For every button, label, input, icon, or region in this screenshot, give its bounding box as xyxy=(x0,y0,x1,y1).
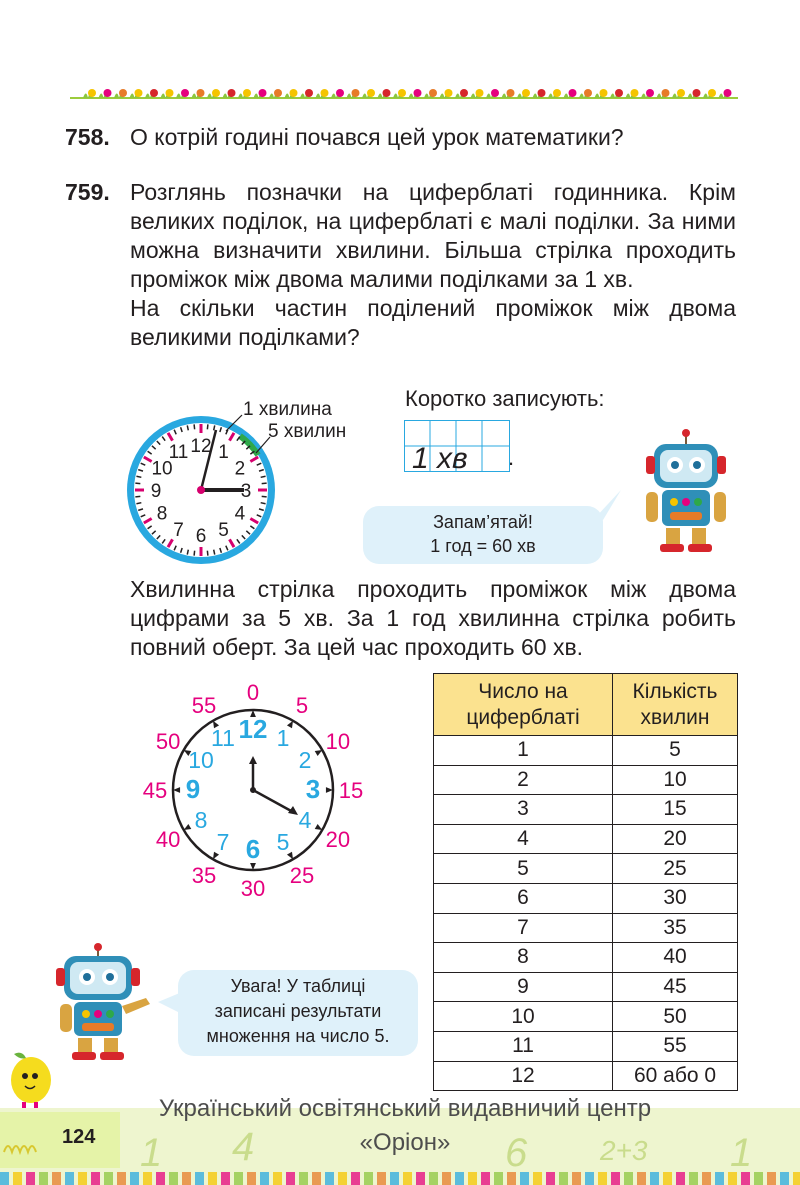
table-row xyxy=(434,943,738,973)
minute-tick xyxy=(214,425,215,430)
dial-number: 12 xyxy=(190,436,212,457)
publisher-name: Український освітянський видавничий центр xyxy=(158,1095,652,1122)
paragraph-2: На скільки частин поділений проміжок між двома великими поділками? xyxy=(130,295,736,350)
task-number: 758. xyxy=(65,124,110,150)
dial-number: 3 xyxy=(240,481,252,502)
task-text: О котрій годині почався цей урок математики? xyxy=(130,124,624,150)
minute-tick xyxy=(261,476,266,477)
minutes-paragraph: Хвилинна стрілка проходить проміжок між двома цифрами за 5 хв. За 1 год хвилинна стрілка робить повний оберт. За цей час проходить 60 хв. xyxy=(130,576,736,660)
clock-minutes xyxy=(135,678,375,900)
cell-dial-number: 10 xyxy=(434,1002,613,1032)
paragraph-1: Розглянь позначки на циферблаті годинника. Крім великих поділок, на циферблаті є малі поділки. За ними можна визначити хвилини. Більша стрілка проходить проміжок між двома малими поділками за 1 хв. xyxy=(130,179,736,292)
clock-small-divisions xyxy=(122,395,372,565)
minute-tick xyxy=(262,483,267,484)
minute-number: 35 xyxy=(191,862,217,888)
table-row xyxy=(434,972,738,1002)
minute-tick xyxy=(194,424,195,429)
cell-minutes: 35 xyxy=(613,913,738,943)
minute-number: 10 xyxy=(325,729,351,754)
minute-tick xyxy=(187,550,188,555)
cell-dial-number: 7 xyxy=(434,913,613,943)
table-row xyxy=(434,736,738,766)
label-1-minute: 1 хвилина xyxy=(243,399,332,420)
minute-number: 50 xyxy=(155,729,181,754)
cell-dial-number: 1 xyxy=(434,736,613,766)
minute-number: 15 xyxy=(338,778,364,803)
cell-minutes: 50 xyxy=(613,1002,738,1032)
attention-line-2: записані результати xyxy=(214,1001,382,1021)
minute-tick xyxy=(207,551,208,556)
minute-number: 20 xyxy=(325,827,351,852)
task-paragraph xyxy=(130,178,736,352)
table-row xyxy=(434,854,738,884)
cell-dial-number: 5 xyxy=(434,854,613,884)
hour-number: 3 xyxy=(305,774,321,804)
hour-number: 11 xyxy=(211,725,235,752)
bubble-tail xyxy=(158,992,182,1016)
minute-tick xyxy=(136,503,141,504)
attention-line-1: Увага! У таблиці xyxy=(230,976,366,996)
minute-tick xyxy=(135,496,140,497)
dial-number: 5 xyxy=(218,519,229,541)
cell-minutes: 20 xyxy=(613,824,738,854)
svg-text:1: 1 xyxy=(140,1131,163,1175)
cell-minutes: 60 або 0 xyxy=(613,1061,738,1091)
minute-tick xyxy=(194,551,195,556)
cell-dial-number: 12 xyxy=(434,1061,613,1091)
cell-minutes: 55 xyxy=(613,1031,738,1061)
table-row xyxy=(434,1031,738,1061)
header-number: Число на циферблаті xyxy=(434,674,613,736)
hour-number: 12 xyxy=(238,714,268,744)
hour-number: 1 xyxy=(276,725,290,752)
short-notation-label: Коротко записують: xyxy=(405,386,605,411)
cell-dial-number: 6 xyxy=(434,883,613,913)
cell-minutes: 30 xyxy=(613,883,738,913)
minute-number: 0 xyxy=(246,680,260,705)
table-row xyxy=(434,824,738,854)
remember-title: Запам’ятай! xyxy=(433,512,533,532)
cell-dial-number: 2 xyxy=(434,765,613,795)
minute-tick xyxy=(262,496,267,497)
flower-border xyxy=(70,82,738,106)
minute-tick xyxy=(261,503,266,504)
hour-number: 7 xyxy=(216,828,230,855)
hour-number: 8 xyxy=(194,807,208,833)
dial-number: 8 xyxy=(156,503,168,525)
minute-tick xyxy=(136,476,141,477)
minute-number: 5 xyxy=(295,693,309,719)
header-minutes: Кількість хвилин xyxy=(613,674,738,736)
table-header-row xyxy=(434,674,738,736)
minute-number: 25 xyxy=(289,862,315,888)
cell-dial-number: 11 xyxy=(434,1031,613,1061)
dial-number: 9 xyxy=(150,481,162,502)
dial-number: 6 xyxy=(195,526,207,547)
dial-number: 1 xyxy=(218,442,229,464)
dial-number: 10 xyxy=(151,458,173,480)
cell-dial-number: 4 xyxy=(434,824,613,854)
handwritten-1-min: 1 хв xyxy=(412,442,468,472)
hour-number: 9 xyxy=(185,774,201,804)
svg-text:6: 6 xyxy=(505,1131,528,1175)
table-row xyxy=(434,795,738,825)
bubble-tail xyxy=(595,490,625,520)
hour-number: 4 xyxy=(298,807,312,833)
cell-minutes: 25 xyxy=(613,854,738,884)
minute-number: 30 xyxy=(240,876,266,900)
table-row xyxy=(434,883,738,913)
minute-tick xyxy=(214,550,215,555)
cell-dial-number: 8 xyxy=(434,943,613,973)
hour-number: 5 xyxy=(276,828,290,855)
robot-illustration xyxy=(50,942,162,1062)
hour-number: 2 xyxy=(298,747,312,773)
table-row xyxy=(434,1061,738,1091)
dial-number: 11 xyxy=(168,442,189,464)
minute-tick xyxy=(207,424,208,429)
robot-illustration xyxy=(638,428,734,554)
cell-minutes: 40 xyxy=(613,943,738,973)
remember-fact: 1 год = 60 хв xyxy=(430,536,536,556)
cell-minutes: 15 xyxy=(613,795,738,825)
publisher xyxy=(110,1092,700,1160)
cell-dial-number: 3 xyxy=(434,795,613,825)
dial-number: 7 xyxy=(173,519,184,541)
table-row xyxy=(434,1002,738,1032)
svg-text:4: 4 xyxy=(232,1125,255,1169)
cell-minutes: 5 xyxy=(613,736,738,766)
cell-minutes: 45 xyxy=(613,972,738,1002)
task-number: 759. xyxy=(65,179,110,205)
attention-line-3: множення на число 5. xyxy=(206,1026,390,1046)
dial-number: 2 xyxy=(234,458,246,480)
center-dot xyxy=(197,486,205,494)
cell-minutes: 10 xyxy=(613,765,738,795)
minute-number: 55 xyxy=(191,693,217,719)
svg-text:2+3: 2+3 xyxy=(600,1135,648,1166)
minutes-table xyxy=(433,673,738,1091)
handwriting-grid xyxy=(404,420,510,472)
label-5-minutes: 5 хвилин xyxy=(268,421,347,442)
table-row xyxy=(434,765,738,795)
lemon-mascot xyxy=(4,1050,54,1112)
page-number: 124 xyxy=(62,1126,96,1148)
dial-number: 4 xyxy=(234,503,246,525)
svg-text:1: 1 xyxy=(730,1131,753,1175)
hour-number: 10 xyxy=(188,747,214,773)
minute-tick xyxy=(135,483,140,484)
minute-number: 40 xyxy=(155,827,181,852)
table-row xyxy=(434,913,738,943)
minute-tick xyxy=(187,425,188,430)
hour-number: 6 xyxy=(245,834,261,864)
notation-dot: . xyxy=(508,445,515,470)
minute-number: 45 xyxy=(142,778,168,803)
publisher-brand: «Оріон» xyxy=(359,1129,451,1156)
remember-bubble xyxy=(363,506,603,564)
attention-bubble xyxy=(178,970,418,1056)
cell-dial-number: 9 xyxy=(434,972,613,1002)
